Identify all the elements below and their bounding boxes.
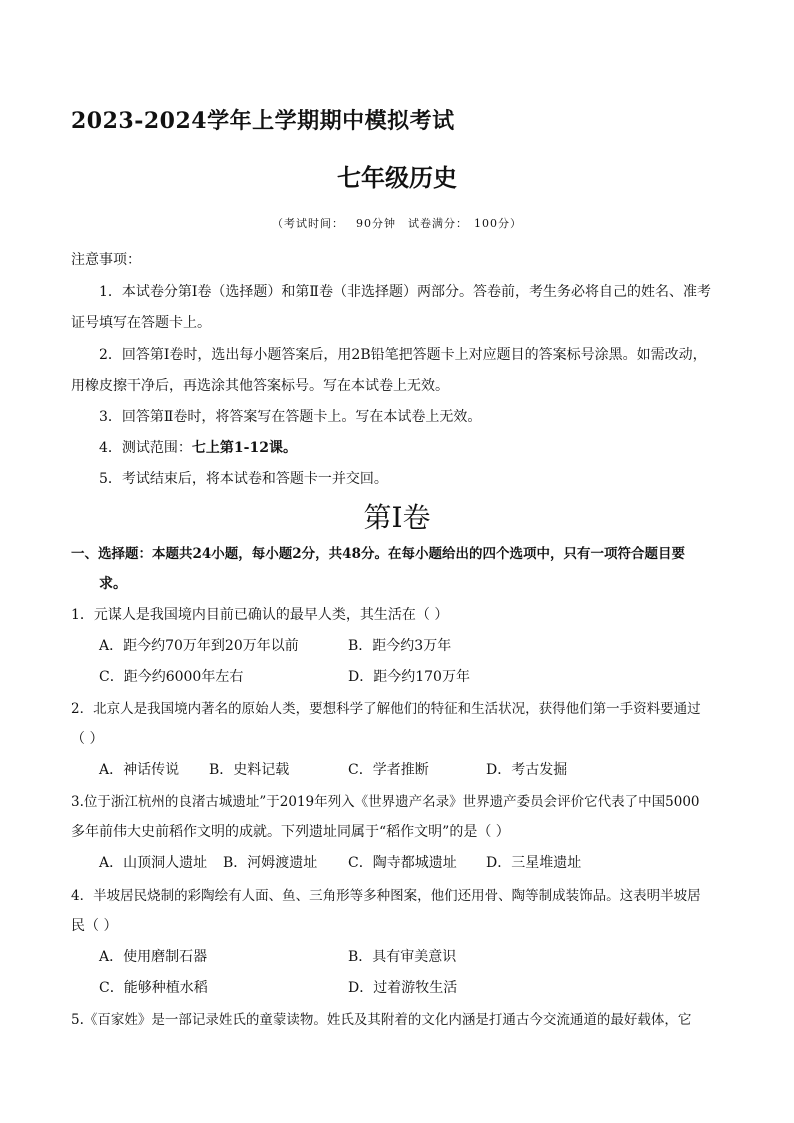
question-4-option-c: C．能够种植水稻 <box>99 980 208 996</box>
question-2-option-a: A．神话传说 <box>99 762 180 778</box>
question-4-stem-line-2: 民（ ） <box>71 918 118 934</box>
question-3-stem-line-2: 多年前伟大史前稻作文明的成就。下列遗址同属于“稻作文明”的是（ ） <box>71 824 510 840</box>
question-3-stem-line-1: 3.位于浙江杭州的良渚古城遗址”于2019年列入《世界遗产名录》世界遗产委员会评价它代表了中国5000 <box>71 794 700 810</box>
question-2-option-d: D．考古发掘 <box>486 762 568 778</box>
meta-score-label: 试卷满分： <box>408 217 468 230</box>
question-4-option-a: A．使用磨制石器 <box>99 949 208 965</box>
question-1-option-b: B．距今约3万年 <box>348 638 452 654</box>
question-3-option-d: D．三星堆遗址 <box>486 855 582 871</box>
question-2-stem-line-1: 2．北京人是我国境内著名的原始人类，要想科学了解他们的特征和生活状况，获得他们第一手资料要通过 <box>71 701 701 717</box>
question-1-option-d: D．距今约170万年 <box>348 669 470 685</box>
question-1-stem: 1．元谋人是我国境内目前已确认的最早人类，其生活在（ ） <box>71 607 449 623</box>
volume-heading: 第Ⅰ卷 <box>363 501 431 534</box>
exam-title: 2023-2024学年上学期期中模拟考试 <box>71 108 455 134</box>
note-2-line-2: 用橡皮擦干净后，再选涂其他答案标号。写在本试卷上无效。 <box>71 378 449 394</box>
question-2-stem-line-2: （ ） <box>71 731 104 747</box>
exam-meta <box>0 215 794 231</box>
meta-score-value: 100分） <box>474 217 522 230</box>
question-2-option-b: B．史料记载 <box>209 762 290 778</box>
note-5: 5．考试结束后，将本试卷和答题卡一并交回。 <box>99 471 388 487</box>
question-4-stem-line-1: 4．半坡居民烧制的彩陶绘有人面、鱼、三角形等多种图案，他们还用骨、陶等制成装饰品。这表明半坡居 <box>71 888 701 904</box>
question-1-option-c: C．距今约6000年左右 <box>99 669 244 685</box>
section-instruction-line-1: 一、选择题：本题共24小题，每小题2分，共48分。在每小题给出的四个选项中，只有一项符合题目要 <box>71 546 685 562</box>
question-1-option-a: A．距今约70万年到20万年以前 <box>99 638 299 654</box>
note-4-label: 4．测试范围： <box>99 440 192 456</box>
notes-heading: 注意事项： <box>71 252 141 268</box>
question-5-stem-line-1: 5.《百家姓》是一部记录姓氏的童蒙读物。姓氏及其附着的文化内涵是打通古今交流通道的最好载体，它 <box>71 1012 692 1028</box>
note-3: 3．回答第Ⅱ卷时，将答案写在答题卡上。写在本试卷上无效。 <box>99 409 482 425</box>
question-3-option-b: B．河姆渡遗址 <box>223 855 318 871</box>
note-4-scope: 七上第1-12课。 <box>191 440 297 456</box>
question-3-option-a: A．山顶洞人遗址 <box>99 855 208 871</box>
note-4 <box>99 437 297 457</box>
note-1-line-2: 证号填写在答题卡上。 <box>71 315 211 331</box>
question-2-option-c: C．学者推断 <box>348 762 429 778</box>
question-4-option-b: B．具有审美意识 <box>348 949 457 965</box>
question-4-option-d: D．过着游牧生活 <box>348 980 458 996</box>
section-instruction-line-2: 求。 <box>99 576 127 592</box>
meta-time-label: （考试时间： <box>272 217 344 230</box>
exam-subject: 七年级历史 <box>337 163 457 192</box>
note-1-line-1: 1．本试卷分第Ⅰ卷（选择题）和第Ⅱ卷（非选择题）两部分。答卷前，考生务必将自己的姓名、准考 <box>99 284 711 300</box>
question-3-option-c: C．陶寺都城遗址 <box>348 855 457 871</box>
note-2-line-1: 2．回答第Ⅰ卷时，选出每小题答案后，用2B铅笔把答题卡上对应题目的答案标号涂黑。如需改动， <box>99 347 707 363</box>
meta-time-value: 90分钟 <box>356 217 396 230</box>
